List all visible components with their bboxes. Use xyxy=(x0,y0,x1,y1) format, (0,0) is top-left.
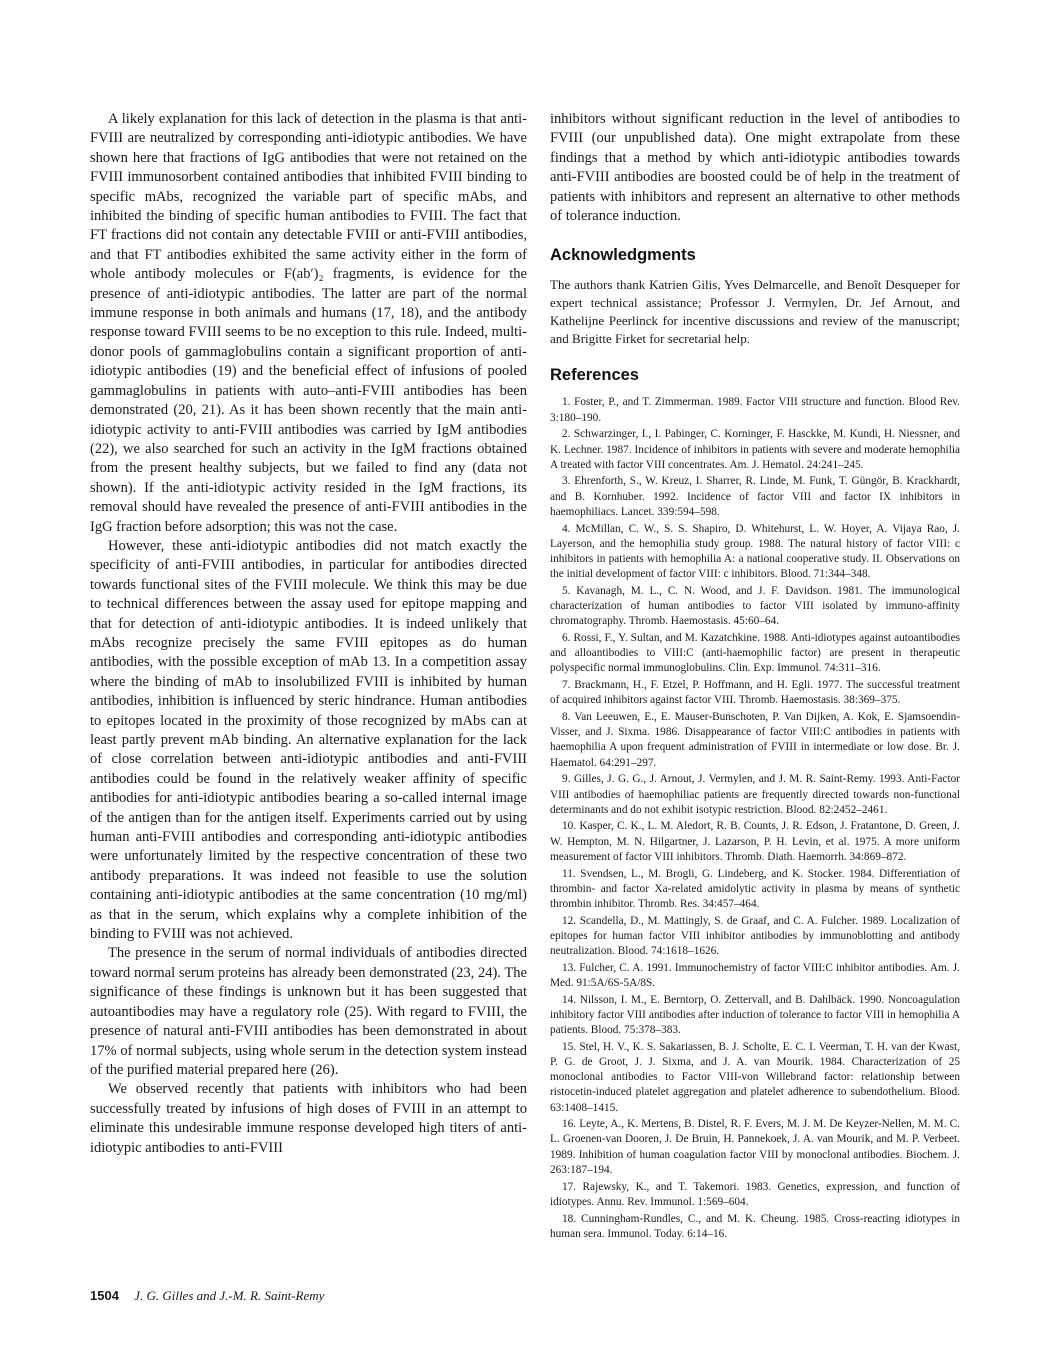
reference-item: 5. Kavanagh, M. L., C. N. Wood, and J. F. Davidson. 1981. The immunological characterization of human antibodies to factor VIII isolated by immuno-affinity chromatography. Thromb. Haemostasis. 45:60–64. xyxy=(550,584,960,628)
reference-item: 9. Gilles, J. G. G., J. Arnout, J. Vermylen, and J. M. R. Saint-Remy. 1993. Anti-Factor VIII antibodies of haemophiliac patients are frequently directed towards non-functional determinants and do not exhibit isotypic restriction. Blood. 82:2452–2461. xyxy=(550,773,960,816)
reference-item: 3. Ehrenforth, S., W. Kreuz, I. Sharrer, R. Linde, M. Funk, T. Güngör, B. Krackhardt, and B. Kornhuber. 1992. Incidence of factor VIII and factor IX inhibitors in haemophiliacs. Lancet. 339:594–598. xyxy=(550,475,960,518)
page-number: 1504 xyxy=(90,1288,119,1303)
left-column xyxy=(90,110,527,1158)
body-paragraph: However, these anti-idiotypic antibodies did not match exactly the specificity of anti-FVIII antibodies, in particular for antibodies directed towards functional sites of the FVIII molecule. We think this may be due to technical differences between the assay used for epitope mapping and that for detection of anti-idiotypic antibodies. It is indeed unlikely that mAbs recognize precisely the same FVIII epitopes as do human antibodies, with the possible exception of mAb 13. In a competition assay where the binding of mAb to insolubilized FVIII is inhibited by human antibodies, inhibition is influenced by steric hindrance. Human antibodies to epitopes located in the proximity of those recognized by mAbs can at least partly prevent mAb binding. An alternative explanation for the lack of close correlation between anti-idiotypic antibodies and anti-FVIII antibodies could be found in the relatively weaker affinity of specific antibodies for anti-idiotypic antibodies bearing a so-called internal image of the antigen than for the antigen itself. Experiments carried out by using human anti-FVIII antibodies and corresponding anti-idiotypic antibodies were unfortunately limited by the respective concentration of these two antibody preparations. It was indeed not feasible to use the solution containing anti-idiotypic antibodies at the same concentration (10 mg/ml) as that in the serum, which explains why a complete inhibition of the binding to FVIII was not achieved. xyxy=(90,537,527,943)
right-column xyxy=(550,110,960,1243)
page-footer xyxy=(90,1288,527,1304)
reference-item: 13. Fulcher, C. A. 1991. Immunochemistry of factor VIII:C inhibitor antibodies. Am. J. Med. 91:5A/6S-5A/8S. xyxy=(550,961,960,989)
running-head: J. G. Gilles and J.-M. R. Saint-Remy xyxy=(134,1288,325,1303)
reference-item: 4. McMillan, C. W., S. S. Shapiro, D. Whitehurst, L. W. Hoyer, A. Vijaya Rao, J. Layerson, and the hemophilia study group. 1988. The natural history of factor VIII: c inhibitors in patients with hemophilia A: a national cooperative study. II. Observations on the initial development of factor VIII: c inhibitors. Blood. 71:344–348. xyxy=(550,522,960,581)
reference-item: 10. Kasper, C. K., L. M. Aledort, R. B. Counts, J. R. Edson, J. Fratantone, D. Green, J. W. Hempton, M. N. Hilgartner, J. Lazarson, P. H. Levin, et al. 1975. A more uniform measurement of factor VIII inhibitors. Thromb. Diath. Haemorrh. 34:869–872. xyxy=(550,820,960,863)
continued-paragraph: inhibitors without significant reduction in the level of antibodies to FVIII (our unpublished data). One might extrapolate from these findings that a method by which anti-idiotypic antibodies towards anti-FVIII antibodies are boosted could be of help in the treatment of patients with inhibitors and represent an alternative to other methods of tolerance induction. xyxy=(550,111,960,225)
reference-item: 2. Schwarzinger, I., I. Pabinger, C. Korninger, F. Hasckke, M. Kundi, H. Niessner, and K. Lechner. 1987. Incidence of inhibitors in patients with severe and moderate hemophilia A treated with factor VIII concentrates. Am. J. Hematol. 24:241–245. xyxy=(550,428,960,471)
reference-item: 12. Scandella, D., M. Mattingly, S. de Graaf, and C. A. Fulcher. 1989. Localization of epitopes for human factor VIII inhibitor antibodies by immunoblotting and antibody neutralization. Blood. 74:1618–1626. xyxy=(550,914,960,958)
reference-item: 8. Van Leeuwen, E., E. Mauser-Bunschoten, P. Van Dijken, A. Kok, E. Sjamsoendin-Visser, and J. Sixma. 1986. Disappearance of factor VIII:C antibodies in patients with haemophilia A upon frequent administration of FVIII in intermediate or low dose. Br. J. Haematol. 64:291–297. xyxy=(550,711,960,769)
acknowledgments-heading: Acknowledgments xyxy=(550,246,696,265)
reference-item: 14. Nilsson, I. M., E. Berntorp, O. Zettervall, and B. Dahlbäck. 1990. Noncoagulation inhibitory factor VIII antibodies after induction of tolerance to factor VIII in hemophilia A patients. Blood. 75:378–383. xyxy=(550,993,960,1037)
body-paragraph: We observed recently that patients with inhibitors who had been successfully treated by infusions of high doses of FVIII in an attempt to eliminate this undesirable immune response developed high titers of anti-idiotypic antibodies to anti-FVIII xyxy=(90,1081,527,1156)
acknowledgments-text: The authors thank Katrien Gilis, Yves Delmarcelle, and Benoît Desqueper for expert technical assistance; Professor J. Vermylen, Dr. Jef Arnout, and Kathelijne Peerlinck for incentive discussions and review of the manuscript; and Brigitte Firket for secretarial help. xyxy=(550,277,960,347)
reference-item: 15. Stel, H. V., K. S. Sakariassen, B. J. Scholte, E. C. I. Veerman, T. H. van der Kwast, P. G. de Groot, J. J. Sixma, and J. A. van Mourik. 1984. Characterization of 25 monoclonal antibodies to Factor VIII-von Willebrand factor: relationship between ristocetin-induced platelet aggregation and platelet adherence to subendothelium. Blood. 63:1408–1415. xyxy=(550,1040,960,1114)
reference-item: 1. Foster, P., and T. Zimmerman. 1989. Factor VIII structure and function. Blood Rev. 3:180–190. xyxy=(550,396,960,424)
body-paragraph: The presence in the serum of normal individuals of antibodies directed toward normal serum proteins has already been demonstrated (23, 24). The significance of these findings is unknown but it has been suggested that autoantibodies may have a regulatory role (25). With regard to FVIII, the presence of natural anti-FVIII antibodies has been demonstrated in about 17% of normal subjects, using whole serum in the detection system instead of the purified material prepared here (26). xyxy=(90,945,527,1078)
reference-item: 18. Cunningham-Rundles, C., and M. K. Cheung. 1985. Cross-reacting idiotypes in human sera. Immunol. Today. 6:14–16. xyxy=(550,1212,960,1240)
reference-item: 6. Rossi, F., Y. Sultan, and M. Kazatchkine. 1988. Anti-idiotypes against autoantibodies and alloantibodies to VIII:C (anti-haemophilic factor) are present in therapeutic polyspecific normal immunoglobulins. Clin. Exp. Immunol. 74:311–316. xyxy=(550,631,960,675)
reference-item: 17. Rajewsky, K., and T. Takemori. 1983. Genetics, expression, and function of idiotypes. Annu. Rev. Immunol. 1:569–604. xyxy=(550,1180,960,1208)
references-list xyxy=(550,395,960,1241)
reference-item: 7. Brackmann, H., F. Etzel, P. Hoffmann, and H. Egli. 1977. The successful treatment of acquired inhibitors against factor VIII. Thromb. Haemostasis. 38:369–375. xyxy=(550,679,960,707)
reference-item: 16. Leyte, A., K. Mertens, B. Distel, R. F. Evers, M. J. M. De Keyzer-Nellen, M. M. C. L. Groenen-van Dooren, J. De Bruin, H. Pannekoek, J. A. van Mourik, and M. P. Verbeet. 1989. Inhibition of human coagulation factor VIII by monoclonal antibodies. Biochem. J. 263:187–194. xyxy=(550,1118,960,1176)
references-heading: References xyxy=(550,366,639,385)
body-paragraph: A likely explanation for this lack of detection in the plasma is that anti-FVIII are neutralized by corresponding anti-idiotypic antibodies. We have shown here that fractions of IgG antibodies that were not retained on the FVIII immunosorbent contained antibodies that inhibited FVIII binding to specific mAbs, recognized the variable part of specific mAbs, and inhibited the binding of specific human antibodies to FVIII. The fact that FT fractions did not contain any detectable FVIII or anti-FVIII antibodies, and that FT antibodies exhibited the same activity either in the form of whole antibody molecules or F(ab′)₂ fragments, is evidence for the presence of anti-idiotypic antibodies. The latter are part of the normal immune response in both animals and humans (17, 18), and the antibody response toward FVIII seems to be no exception to this rule. Indeed, multi-donor pools of gammaglobulins contain a significant proportion of anti-idiotypic antibodies (19) and the beneficial effect of infusions of pooled gammaglobulins in patients with auto–anti-FVIII antibodies has been demonstrated (20, 21). As it has been shown recently that the main anti-idiotypic activity to anti-FVIII antibodies was carried by IgM antibodies (22), we also searched for such an activity in the IgM fractions obtained from the present healthy subjects, but we failed to find any (data not shown). If the anti-idiotypic activity resided in the IgM fractions, its removal should have revealed the presence of anti-FVIII antibodies in the IgG fraction before adsorption; this was not the case. xyxy=(90,111,527,535)
reference-item: 11. Svendsen, L., M. Brogli, G. Lindeberg, and K. Stocker. 1984. Differentiation of thrombin- and factor Xa-related amidolytic activity in plasma by means of synthetic thrombin inhibitor. Thromb. Res. 34:457–464. xyxy=(550,867,960,910)
